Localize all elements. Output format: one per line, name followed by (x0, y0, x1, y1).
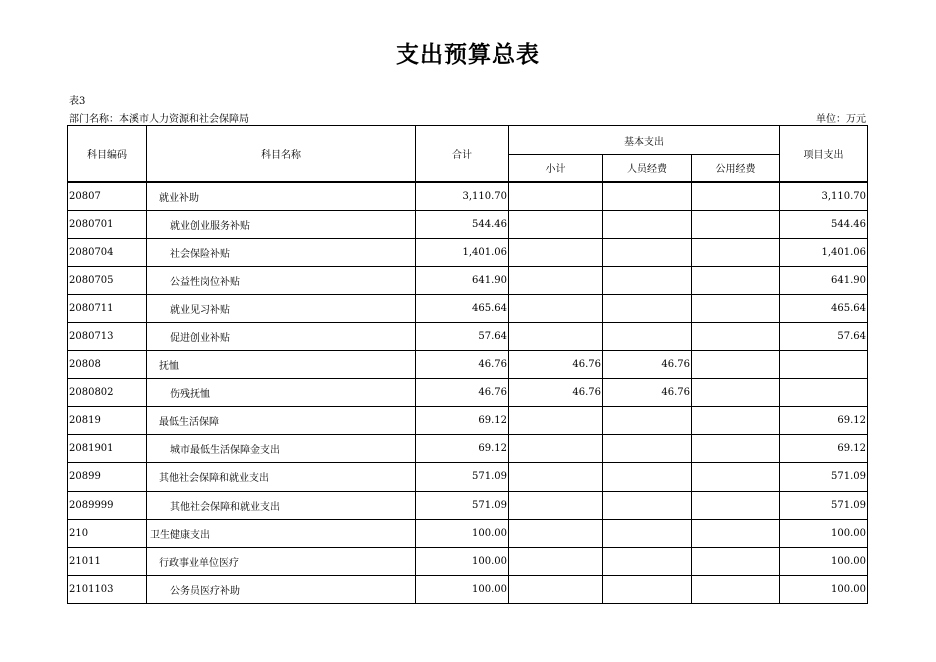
department-name: 部门名称：本溪市人力资源和社会保障局 (69, 114, 249, 125)
cell-name: 行政事业单位医疗 (147, 547, 416, 575)
cell-total: 100.00 (416, 519, 509, 547)
table-row (68, 238, 868, 266)
cell-subtotal (509, 435, 603, 463)
cell-name: 就业创业服务补贴 (147, 210, 416, 238)
cell-code: 20899 (68, 463, 147, 491)
cell-subtotal (509, 407, 603, 435)
cell-public (692, 379, 780, 407)
cell-code: 2081901 (68, 435, 147, 463)
cell-code: 21011 (68, 547, 147, 575)
header-personnel: 人员经费 (603, 155, 692, 182)
unit-label: 单位：万元 (816, 114, 866, 125)
cell-public (692, 182, 780, 211)
cell-total: 3,110.70 (416, 182, 509, 211)
cell-total: 46.76 (416, 351, 509, 379)
cell-code: 210 (68, 519, 147, 547)
cell-code: 2080711 (68, 294, 147, 322)
cell-subtotal (509, 182, 603, 211)
cell-public (692, 547, 780, 575)
table-body (68, 182, 868, 604)
cell-public (692, 266, 780, 294)
cell-public (692, 435, 780, 463)
cell-project: 3,110.70 (780, 182, 868, 211)
cell-name: 社会保险补贴 (147, 238, 416, 266)
cell-subtotal (509, 294, 603, 322)
cell-public (692, 322, 780, 350)
header-subtotal: 小计 (509, 155, 603, 182)
cell-subtotal (509, 491, 603, 519)
table-row (68, 463, 868, 491)
table-row (68, 491, 868, 519)
cell-name: 促进创业补贴 (147, 322, 416, 350)
cell-code: 2080713 (68, 322, 147, 350)
cell-project: 100.00 (780, 575, 868, 603)
cell-personnel (603, 266, 692, 294)
cell-total: 571.09 (416, 463, 509, 491)
table-row (68, 407, 868, 435)
cell-name: 就业见习补贴 (147, 294, 416, 322)
cell-code: 2080704 (68, 238, 147, 266)
table-row (68, 294, 868, 322)
cell-name: 其他社会保障和就业支出 (147, 463, 416, 491)
cell-public (692, 491, 780, 519)
cell-subtotal: 46.76 (509, 351, 603, 379)
cell-name: 最低生活保障 (147, 407, 416, 435)
table-row (68, 519, 868, 547)
cell-personnel (603, 519, 692, 547)
table-row (68, 266, 868, 294)
cell-project (780, 379, 868, 407)
table-row (68, 182, 868, 211)
header-total: 合计 (416, 126, 509, 182)
cell-name: 公益性岗位补贴 (147, 266, 416, 294)
header-code: 科目编码 (68, 126, 147, 182)
cell-subtotal (509, 322, 603, 350)
cell-code: 2101103 (68, 575, 147, 603)
cell-code: 20819 (68, 407, 147, 435)
cell-total: 69.12 (416, 435, 509, 463)
cell-code: 20807 (68, 182, 147, 211)
cell-total: 1,401.06 (416, 238, 509, 266)
cell-personnel (603, 575, 692, 603)
cell-total: 100.00 (416, 547, 509, 575)
cell-name: 伤残抚恤 (147, 379, 416, 407)
cell-personnel (603, 463, 692, 491)
cell-total: 571.09 (416, 491, 509, 519)
cell-project: 100.00 (780, 519, 868, 547)
table-row (68, 547, 868, 575)
table-row (68, 351, 868, 379)
cell-project: 100.00 (780, 547, 868, 575)
cell-project (780, 351, 868, 379)
cell-total: 465.64 (416, 294, 509, 322)
cell-project: 1,401.06 (780, 238, 868, 266)
cell-name: 卫生健康支出 (147, 519, 416, 547)
cell-total: 544.46 (416, 210, 509, 238)
cell-project: 69.12 (780, 435, 868, 463)
cell-subtotal (509, 238, 603, 266)
cell-name: 城市最低生活保障金支出 (147, 435, 416, 463)
budget-table (67, 125, 868, 604)
cell-personnel (603, 210, 692, 238)
cell-total: 100.00 (416, 575, 509, 603)
cell-name: 公务员医疗补助 (147, 575, 416, 603)
header-project: 项目支出 (780, 126, 868, 182)
cell-public (692, 519, 780, 547)
cell-total: 69.12 (416, 407, 509, 435)
cell-total: 641.90 (416, 266, 509, 294)
cell-subtotal (509, 519, 603, 547)
cell-project: 57.64 (780, 322, 868, 350)
cell-project: 571.09 (780, 491, 868, 519)
cell-personnel (603, 435, 692, 463)
header-basic: 基本支出 (509, 126, 780, 155)
cell-total: 57.64 (416, 322, 509, 350)
table-row (68, 379, 868, 407)
cell-personnel (603, 322, 692, 350)
cell-personnel (603, 407, 692, 435)
page-title: 支出预算总表 (396, 41, 540, 68)
cell-personnel (603, 238, 692, 266)
header-name: 科目名称 (147, 126, 416, 182)
cell-subtotal: 46.76 (509, 379, 603, 407)
cell-personnel (603, 182, 692, 211)
cell-project: 641.90 (780, 266, 868, 294)
cell-code: 2080705 (68, 266, 147, 294)
cell-subtotal (509, 266, 603, 294)
cell-name: 就业补助 (147, 182, 416, 211)
cell-code: 20808 (68, 351, 147, 379)
cell-public (692, 351, 780, 379)
cell-public (692, 238, 780, 266)
table-row (68, 575, 868, 603)
table-number: 表3 (69, 96, 86, 107)
table-row (68, 322, 868, 350)
cell-name: 其他社会保障和就业支出 (147, 491, 416, 519)
cell-subtotal (509, 547, 603, 575)
cell-personnel: 46.76 (603, 379, 692, 407)
cell-code: 2080701 (68, 210, 147, 238)
table-row (68, 435, 868, 463)
cell-project: 544.46 (780, 210, 868, 238)
cell-public (692, 575, 780, 603)
cell-subtotal (509, 210, 603, 238)
cell-personnel: 46.76 (603, 351, 692, 379)
cell-code: 2089999 (68, 491, 147, 519)
table-row (68, 210, 868, 238)
header-public: 公用经费 (692, 155, 780, 182)
cell-personnel (603, 547, 692, 575)
cell-personnel (603, 491, 692, 519)
cell-total: 46.76 (416, 379, 509, 407)
cell-public (692, 294, 780, 322)
cell-public (692, 407, 780, 435)
cell-public (692, 210, 780, 238)
cell-personnel (603, 294, 692, 322)
cell-project: 69.12 (780, 407, 868, 435)
cell-code: 2080802 (68, 379, 147, 407)
cell-name: 抚恤 (147, 351, 416, 379)
cell-project: 571.09 (780, 463, 868, 491)
cell-project: 465.64 (780, 294, 868, 322)
cell-subtotal (509, 463, 603, 491)
cell-subtotal (509, 575, 603, 603)
cell-public (692, 463, 780, 491)
